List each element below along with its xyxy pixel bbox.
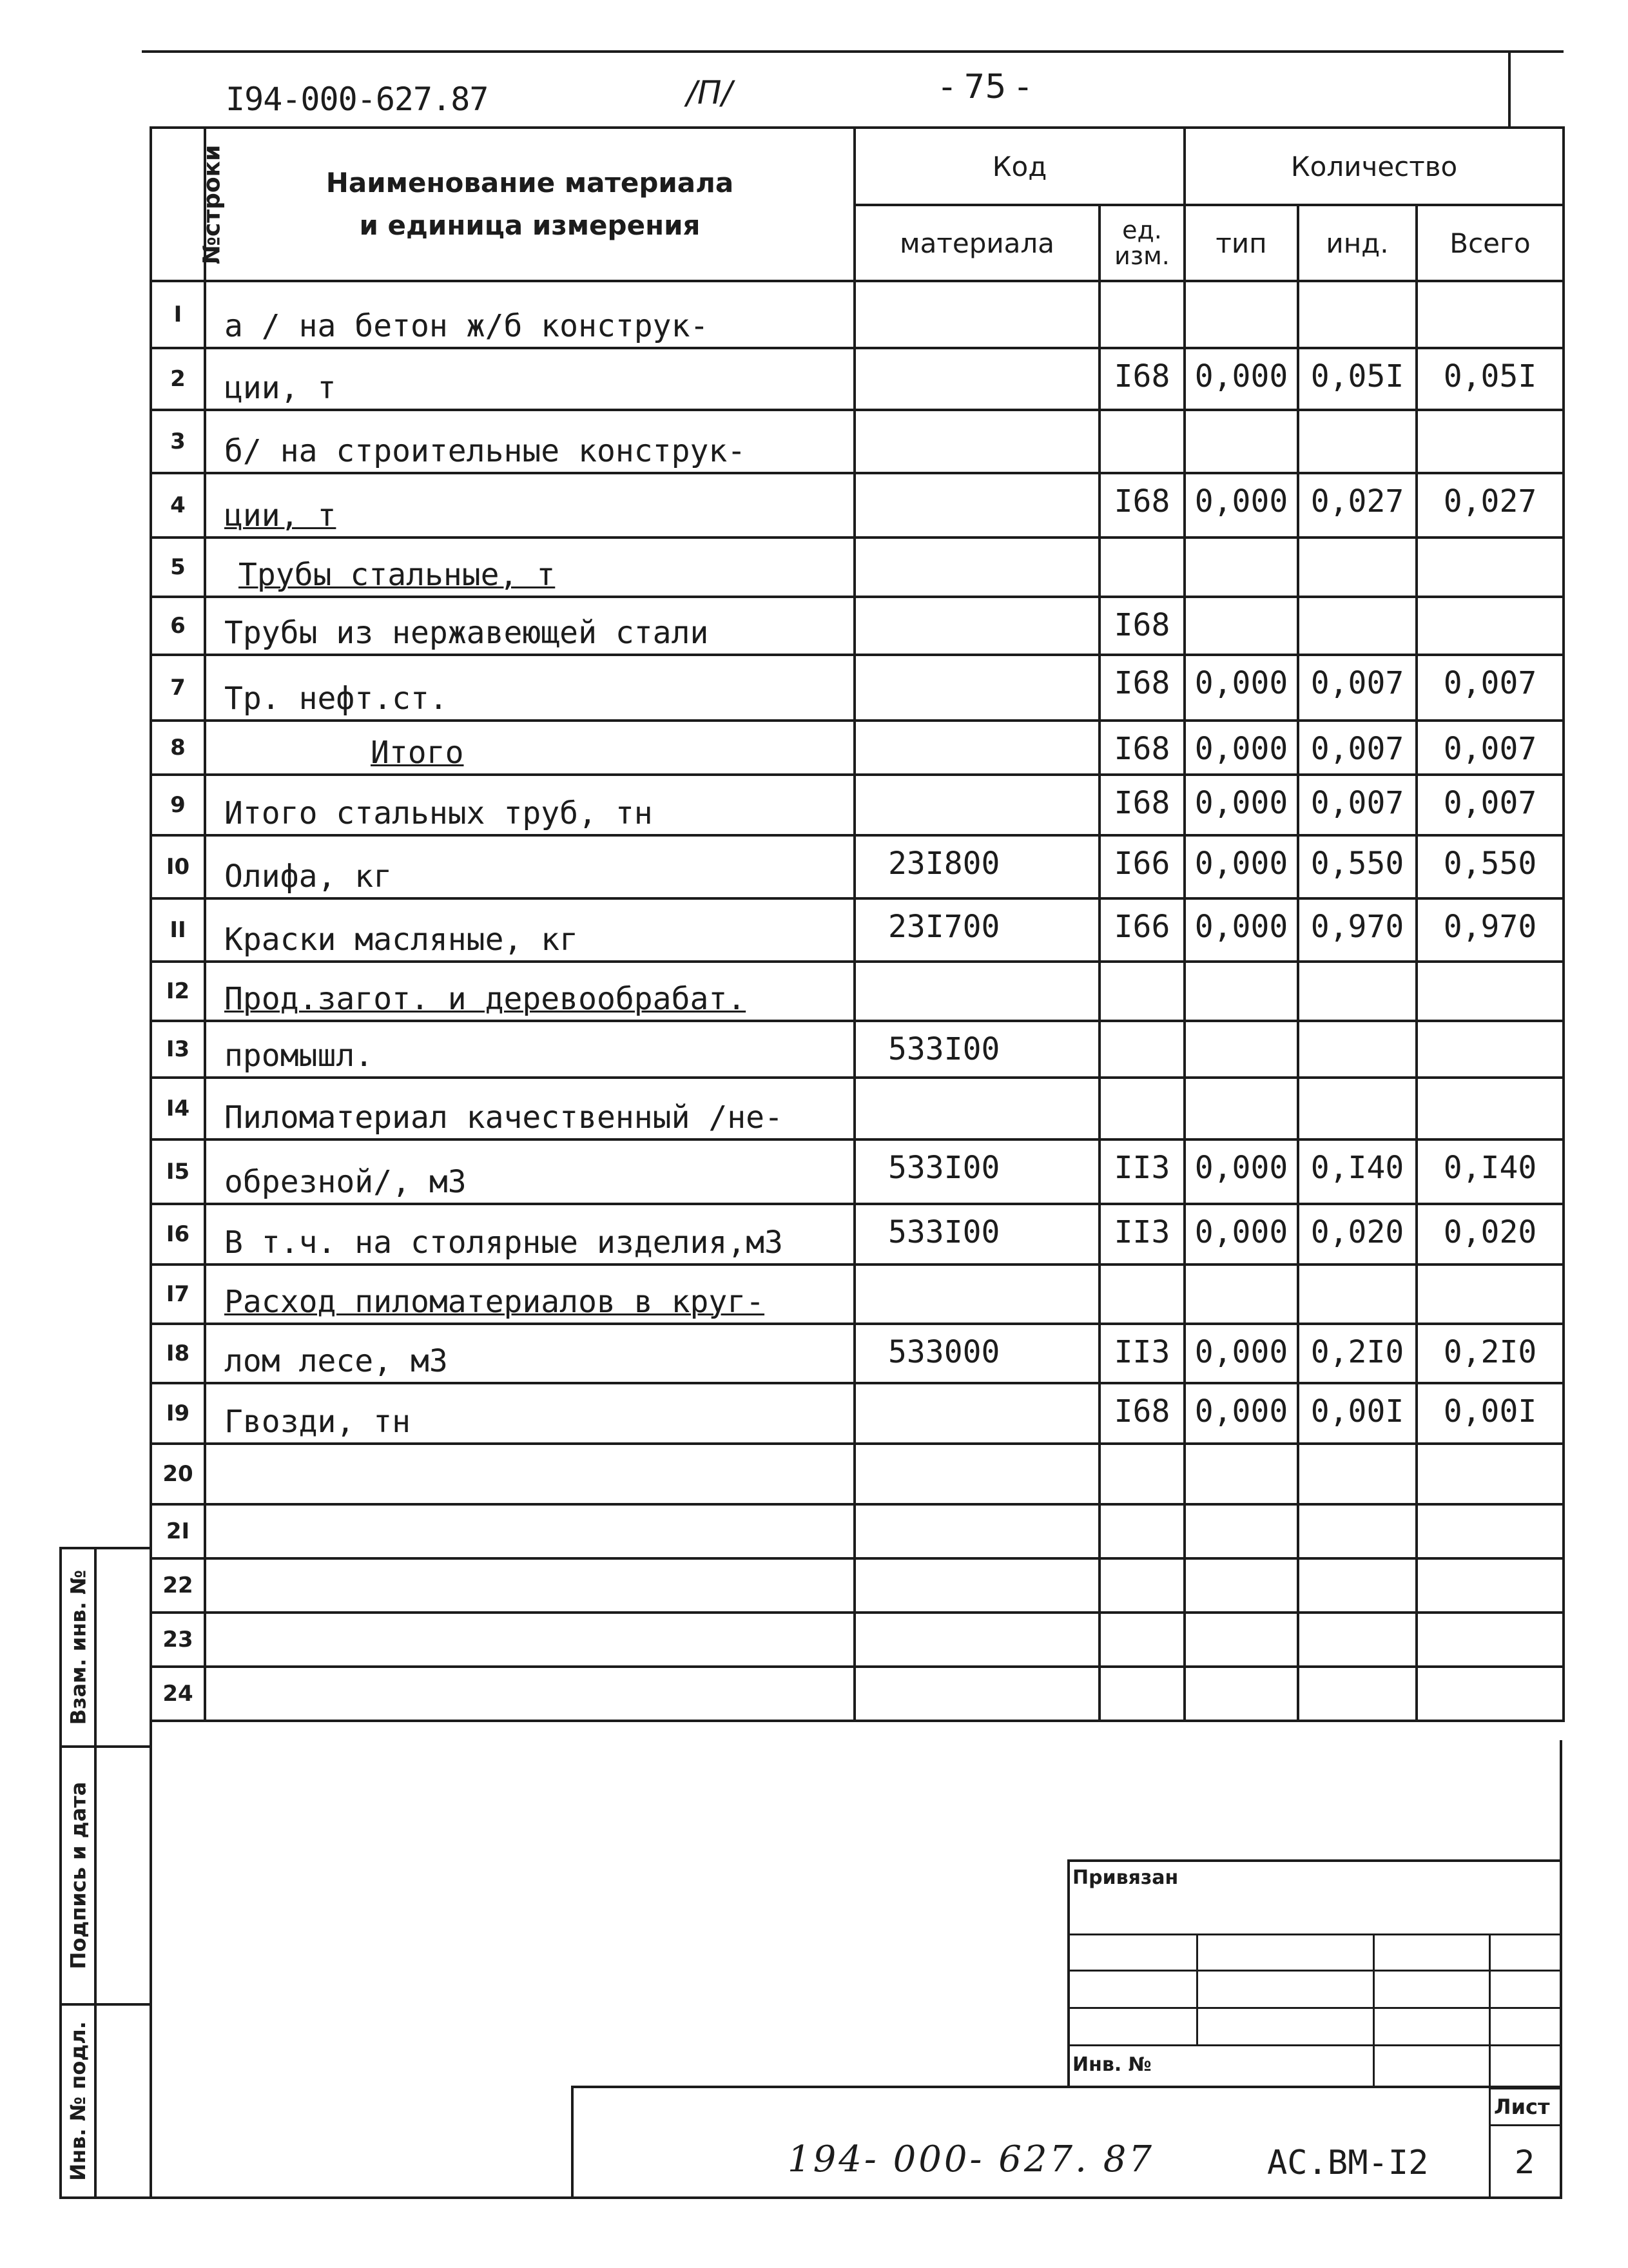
qty-ind — [1298, 538, 1417, 597]
material-name: промышл. — [205, 1021, 855, 1078]
tb-grid-h4 — [1067, 2044, 1562, 2046]
table-row — [151, 1021, 1564, 1078]
table-row — [151, 1613, 1564, 1667]
row-number: 20 — [151, 1444, 205, 1504]
qty-typ: 0,000 — [1185, 655, 1298, 721]
qty-ind: 0,550 — [1298, 835, 1417, 898]
row-number: 5 — [151, 538, 205, 597]
table-row — [151, 1504, 1564, 1558]
qty-total — [1417, 1444, 1564, 1504]
qty-ind: 0,05I — [1298, 348, 1417, 410]
ind-header: инд. — [1298, 205, 1417, 281]
qty-total: 0,027 — [1417, 473, 1564, 538]
inv-original-cell — [59, 2003, 97, 2199]
qty-total — [1417, 410, 1564, 473]
unit-code: I68 — [1100, 655, 1185, 721]
tb-grid-h3 — [1067, 2007, 1562, 2009]
unit-code — [1100, 1504, 1185, 1558]
margin-joint-3 — [94, 2003, 152, 2006]
material-name: В т.ч. на столярные изделия,м3 — [205, 1204, 855, 1265]
qty-ind — [1298, 1613, 1417, 1667]
table-row — [151, 962, 1564, 1021]
qty-typ — [1185, 1558, 1298, 1613]
material-code — [855, 1078, 1100, 1139]
qty-total — [1417, 1558, 1564, 1613]
table-row — [151, 473, 1564, 538]
row-number: 23 — [151, 1613, 205, 1667]
table-row — [151, 1558, 1564, 1613]
row-number: I4 — [151, 1078, 205, 1139]
unit-code — [1100, 281, 1185, 348]
row-number: I8 — [151, 1324, 205, 1383]
table-row — [151, 1265, 1564, 1324]
unit-code: I68 — [1100, 1383, 1185, 1444]
material-name — [205, 1667, 855, 1721]
row-number: 7 — [151, 655, 205, 721]
material-name: Тр. нефт.ст. — [205, 655, 855, 721]
signature-date-cell — [59, 1745, 97, 2006]
frame-bottom — [59, 2196, 1562, 2199]
material-code — [855, 655, 1100, 721]
material-code: 533I00 — [855, 1021, 1100, 1078]
material-name: Расход пиломатериалов в круг- — [205, 1265, 855, 1324]
table-row — [151, 1078, 1564, 1139]
name-header: Наименование материала и единица измерения — [205, 128, 855, 281]
row-number: I9 — [151, 1383, 205, 1444]
row-number: I0 — [151, 835, 205, 898]
row-number: 6 — [151, 597, 205, 655]
material-name: ции, т — [205, 473, 855, 538]
qty-ind — [1298, 410, 1417, 473]
tb-grid-h1 — [1067, 1934, 1562, 1935]
qty-typ: 0,000 — [1185, 348, 1298, 410]
drawing-code: АС.ВМ-I2 — [1267, 2144, 1429, 2182]
tb-bound-left — [1067, 1859, 1070, 2087]
signature-date-label: Подпись и дата — [66, 1781, 90, 1970]
qty-typ — [1185, 538, 1298, 597]
material-name: а / на бетон ж/б конструк- — [205, 281, 855, 348]
qty-total — [1417, 1504, 1564, 1558]
qty-typ — [1185, 1613, 1298, 1667]
table-body — [151, 281, 1564, 1721]
quantity-header: Количество — [1185, 128, 1564, 205]
sheet-number: 2 — [1515, 2144, 1535, 2181]
material-code — [855, 348, 1100, 410]
qty-total: 0,007 — [1417, 655, 1564, 721]
qty-ind — [1298, 1558, 1417, 1613]
qty-typ — [1185, 962, 1298, 1021]
page-number: - 75 - — [941, 68, 1029, 106]
qty-total — [1417, 1078, 1564, 1139]
qty-total: 0,05I — [1417, 348, 1564, 410]
tb-grid-v1 — [1196, 1934, 1198, 2046]
tb-sheet-divider — [1489, 2124, 1562, 2126]
qty-ind — [1298, 962, 1417, 1021]
material-name: ции, т — [205, 348, 855, 410]
row-number: I3 — [151, 1021, 205, 1078]
left-margin — [59, 1547, 97, 2199]
table-header — [151, 128, 1564, 281]
unit-code: II3 — [1100, 1139, 1185, 1204]
unit-code — [1100, 1265, 1185, 1324]
total-header: Всего — [1417, 205, 1564, 281]
qty-ind — [1298, 1504, 1417, 1558]
qty-total — [1417, 1667, 1564, 1721]
qty-typ: 0,000 — [1185, 1383, 1298, 1444]
qty-total: 0,970 — [1417, 898, 1564, 962]
table-row — [151, 1139, 1564, 1204]
table-row — [151, 775, 1564, 835]
material-name: Пиломатериал качественный /не- — [205, 1078, 855, 1139]
table-row — [151, 281, 1564, 348]
material-name: б/ на строительные конструк- — [205, 410, 855, 473]
top-right-tick — [1508, 50, 1511, 126]
qty-ind — [1298, 281, 1417, 348]
unit-code: I68 — [1100, 775, 1185, 835]
qty-typ: 0,000 — [1185, 1204, 1298, 1265]
row-number: II — [151, 898, 205, 962]
qty-total: 0,2I0 — [1417, 1324, 1564, 1383]
row-number: I2 — [151, 962, 205, 1021]
code-header: Код — [855, 128, 1185, 205]
unit-code: II3 — [1100, 1324, 1185, 1383]
material-code — [855, 597, 1100, 655]
unit-code: I68 — [1100, 597, 1185, 655]
material-code — [855, 721, 1100, 775]
qty-typ: 0,000 — [1185, 898, 1298, 962]
material-name — [205, 1504, 855, 1558]
table-row — [151, 348, 1564, 410]
material-header: материала — [855, 205, 1100, 281]
inv-label: Инв. № — [1072, 2053, 1152, 2076]
unit-code — [1100, 410, 1185, 473]
typ-header: тип — [1185, 205, 1298, 281]
unit-code — [1100, 1558, 1185, 1613]
material-name — [205, 1558, 855, 1613]
material-code — [855, 1613, 1100, 1667]
qty-total — [1417, 1021, 1564, 1078]
material-code — [855, 1504, 1100, 1558]
material-code — [855, 1667, 1100, 1721]
unit-code — [1100, 1444, 1185, 1504]
sheet-label: Лист — [1494, 2095, 1550, 2119]
table-row — [151, 1444, 1564, 1504]
unit-code: I68 — [1100, 721, 1185, 775]
qty-typ — [1185, 1504, 1298, 1558]
top-rule — [142, 50, 1564, 53]
qty-ind — [1298, 1444, 1417, 1504]
row-number: 4 — [151, 473, 205, 538]
material-name: Итого — [205, 721, 855, 775]
unit-code — [1100, 1078, 1185, 1139]
doc-number: I94-000-627.87 — [226, 81, 489, 118]
row-number: 2 — [151, 348, 205, 410]
material-code: 23I700 — [855, 898, 1100, 962]
qty-ind: 0,I40 — [1298, 1139, 1417, 1204]
material-code — [855, 473, 1100, 538]
material-code — [855, 1383, 1100, 1444]
unit-header: ед. изм. — [1100, 205, 1185, 281]
tb-grid-v2 — [1373, 1934, 1375, 2087]
row-number: 9 — [151, 775, 205, 835]
material-name: Гвозди, тн — [205, 1383, 855, 1444]
qty-ind — [1298, 1021, 1417, 1078]
replacement-inv-cell — [59, 1547, 97, 1748]
bound-label: Привязан — [1072, 1866, 1179, 1889]
row-number: 8 — [151, 721, 205, 775]
row-number: 3 — [151, 410, 205, 473]
table-row — [151, 1383, 1564, 1444]
row-no-header: №строки — [151, 128, 205, 281]
inv-original-label: Инв. № подл. — [66, 2021, 91, 2181]
materials-table — [150, 126, 1565, 1722]
material-code: 533I00 — [855, 1204, 1100, 1265]
material-name — [205, 1444, 855, 1504]
qty-total: 0,007 — [1417, 775, 1564, 835]
material-code — [855, 410, 1100, 473]
qty-total — [1417, 1613, 1564, 1667]
qty-typ: 0,000 — [1185, 775, 1298, 835]
material-name: лом лесе, м3 — [205, 1324, 855, 1383]
tb-main-left — [571, 2086, 574, 2199]
material-name: Краски масляные, кг — [205, 898, 855, 962]
material-code — [855, 538, 1100, 597]
table-row — [151, 835, 1564, 898]
table-row — [151, 410, 1564, 473]
qty-total: 0,I40 — [1417, 1139, 1564, 1204]
qty-typ: 0,000 — [1185, 1139, 1298, 1204]
unit-code — [1100, 962, 1185, 1021]
material-code: 533000 — [855, 1324, 1100, 1383]
unit-code: I66 — [1100, 835, 1185, 898]
qty-ind — [1298, 1667, 1417, 1721]
table-row — [151, 1667, 1564, 1721]
row-number: I6 — [151, 1204, 205, 1265]
qty-typ — [1185, 1078, 1298, 1139]
table-row — [151, 597, 1564, 655]
qty-ind — [1298, 1265, 1417, 1324]
material-name — [205, 1613, 855, 1667]
material-name: Прод.загот. и деревообрабат. — [205, 962, 855, 1021]
qty-ind: 0,020 — [1298, 1204, 1417, 1265]
qty-typ — [1185, 1444, 1298, 1504]
unit-code: I68 — [1100, 348, 1185, 410]
material-code — [855, 1265, 1100, 1324]
material-code: 23I800 — [855, 835, 1100, 898]
material-name: Трубы стальные, т — [205, 538, 855, 597]
qty-typ: 0,000 — [1185, 473, 1298, 538]
margin-joint-1 — [94, 1547, 152, 1549]
row-number: I7 — [151, 1265, 205, 1324]
qty-ind: 0,007 — [1298, 721, 1417, 775]
qty-ind: 0,00I — [1298, 1383, 1417, 1444]
qty-typ: 0,000 — [1185, 835, 1298, 898]
qty-total: 0,00I — [1417, 1383, 1564, 1444]
material-code — [855, 962, 1100, 1021]
material-code — [855, 1444, 1100, 1504]
qty-typ — [1185, 281, 1298, 348]
qty-ind: 0,007 — [1298, 775, 1417, 835]
qty-total — [1417, 597, 1564, 655]
qty-ind: 0,970 — [1298, 898, 1417, 962]
unit-code — [1100, 1667, 1185, 1721]
material-code — [855, 281, 1100, 348]
qty-typ — [1185, 1265, 1298, 1324]
material-name: обрезной/, м3 — [205, 1139, 855, 1204]
unit-code: II3 — [1100, 1204, 1185, 1265]
qty-total: 0,020 — [1417, 1204, 1564, 1265]
row-number: 2I — [151, 1504, 205, 1558]
tb-grid-v3 — [1489, 1934, 1491, 2199]
qty-ind — [1298, 597, 1417, 655]
material-code — [855, 1558, 1100, 1613]
qty-total: 0,007 — [1417, 721, 1564, 775]
unit-code — [1100, 538, 1185, 597]
margin-joint-2 — [94, 1745, 152, 1748]
material-name: Трубы из нержавеющей стали — [205, 597, 855, 655]
qty-ind: 0,027 — [1298, 473, 1417, 538]
table-row — [151, 721, 1564, 775]
table-row — [151, 538, 1564, 597]
qty-total — [1417, 538, 1564, 597]
unit-code — [1100, 1021, 1185, 1078]
row-number: 24 — [151, 1667, 205, 1721]
material-name: Итого стальных труб, тн — [205, 775, 855, 835]
unit-code: I68 — [1100, 473, 1185, 538]
replacement-inv-label: Взам. инв. № — [66, 1569, 91, 1725]
qty-typ: 0,000 — [1185, 1324, 1298, 1383]
qty-ind: 0,007 — [1298, 655, 1417, 721]
qty-total — [1417, 281, 1564, 348]
qty-typ — [1185, 1667, 1298, 1721]
unit-code — [1100, 1613, 1185, 1667]
section-label: /П/ — [686, 74, 733, 111]
unit-code: I66 — [1100, 898, 1185, 962]
frame-left — [150, 1547, 152, 2199]
qty-total — [1417, 1265, 1564, 1324]
qty-ind — [1298, 1078, 1417, 1139]
tb-main-top — [571, 2086, 1562, 2088]
tb-bound-top — [1067, 1859, 1562, 1862]
handwritten-doc-number: 194- 000- 627. 87 — [788, 2138, 1154, 2180]
material-code — [855, 775, 1100, 835]
qty-total — [1417, 962, 1564, 1021]
row-number: I5 — [151, 1139, 205, 1204]
table-row — [151, 898, 1564, 962]
qty-typ: 0,000 — [1185, 721, 1298, 775]
qty-total: 0,550 — [1417, 835, 1564, 898]
table-row — [151, 1204, 1564, 1265]
material-code: 533I00 — [855, 1139, 1100, 1204]
qty-typ — [1185, 1021, 1298, 1078]
material-name: Олифа, кг — [205, 835, 855, 898]
qty-typ — [1185, 410, 1298, 473]
table-row — [151, 1324, 1564, 1383]
tb-grid-h2 — [1067, 1970, 1562, 1972]
qty-ind: 0,2I0 — [1298, 1324, 1417, 1383]
row-number: 22 — [151, 1558, 205, 1613]
qty-typ — [1185, 597, 1298, 655]
row-number: I — [151, 281, 205, 348]
table-row — [151, 655, 1564, 721]
